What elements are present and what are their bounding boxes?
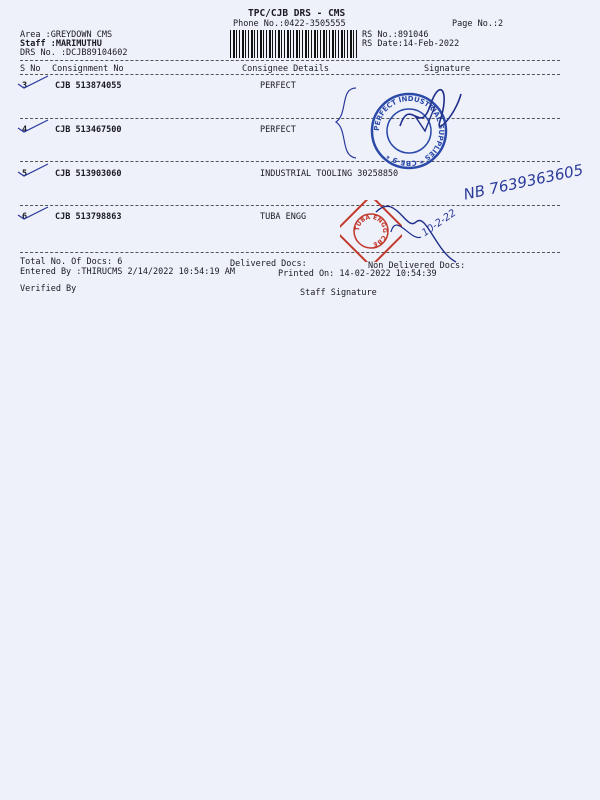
verified-by: Verified By xyxy=(20,284,77,294)
signature-scribble xyxy=(395,86,465,146)
row-sno: 3 xyxy=(22,81,28,91)
document-title: TPC/CJB DRS - CMS xyxy=(248,8,346,19)
divider xyxy=(20,205,560,206)
column-header-sno: S No xyxy=(20,64,41,74)
divider xyxy=(20,60,560,61)
handwritten-date: 10-2-22 xyxy=(420,207,459,240)
area-label: Area :GREYDOWN CMS xyxy=(20,30,113,40)
brace-mark xyxy=(326,84,366,162)
divider xyxy=(20,74,560,75)
staff-label: Staff :MARIMUTHU xyxy=(20,39,102,49)
divider xyxy=(20,118,560,119)
staff-signature-label: Staff Signature xyxy=(300,288,377,298)
row-sno: 6 xyxy=(22,212,28,222)
row-consignee: PERFECT xyxy=(260,125,296,135)
printed-on: Printed On: 14-02-2022 10:54:39 xyxy=(278,269,437,279)
page-number: Page No.:2 xyxy=(452,19,504,29)
phone-number: Phone No.:0422-3505555 xyxy=(233,19,346,29)
row-consignee: TUBA ENGG xyxy=(260,212,307,222)
perfect-stamp-text: PERFECT INDUSTRIAL SUPPLIES * CBE-9 * xyxy=(372,94,446,168)
rs-date: RS Date:14-Feb-2022 xyxy=(362,39,460,49)
row-sno: 4 xyxy=(22,125,28,135)
tick-mark-icon xyxy=(14,203,54,223)
tick-mark-icon xyxy=(14,72,54,92)
rs-number: RS No.:891046 xyxy=(362,30,429,40)
column-header-consignment: Consignment No xyxy=(52,64,124,74)
drs-number: DRS No. :DCJB89104602 xyxy=(20,48,128,58)
column-header-signature: Signature xyxy=(424,64,471,74)
row-consignment: CJB 513874055 xyxy=(55,81,122,91)
row-consignment: CJB 513903060 xyxy=(55,169,122,179)
signature-scribble xyxy=(366,192,466,272)
divider xyxy=(20,252,560,253)
tick-mark-icon xyxy=(14,116,54,136)
handwritten-phone: NB 7639363605 xyxy=(462,160,585,204)
tick-mark-icon xyxy=(14,160,54,180)
row-consignee: INDUSTRIAL TOOLING 30258850 xyxy=(260,169,399,179)
divider xyxy=(20,161,560,162)
row-consignment: CJB 513467500 xyxy=(55,125,122,135)
tuba-stamp-text: TUBA ENGG CBE xyxy=(353,213,389,248)
entered-by: Entered By :THIRUCMS 2/14/2022 10:54:19 AM xyxy=(20,267,235,277)
delivered-docs: Delivered Docs: xyxy=(230,259,307,269)
row-consignee: PERFECT xyxy=(260,81,296,91)
row-consignment: CJB 513798863 xyxy=(55,212,122,222)
non-delivered-docs: Non Delivered Docs: xyxy=(368,261,466,271)
row-sno: 5 xyxy=(22,169,28,179)
barcode xyxy=(230,30,358,58)
total-docs: Total No. Of Docs: 6 xyxy=(20,257,123,267)
column-header-consignee: Consignee Details xyxy=(242,64,329,74)
